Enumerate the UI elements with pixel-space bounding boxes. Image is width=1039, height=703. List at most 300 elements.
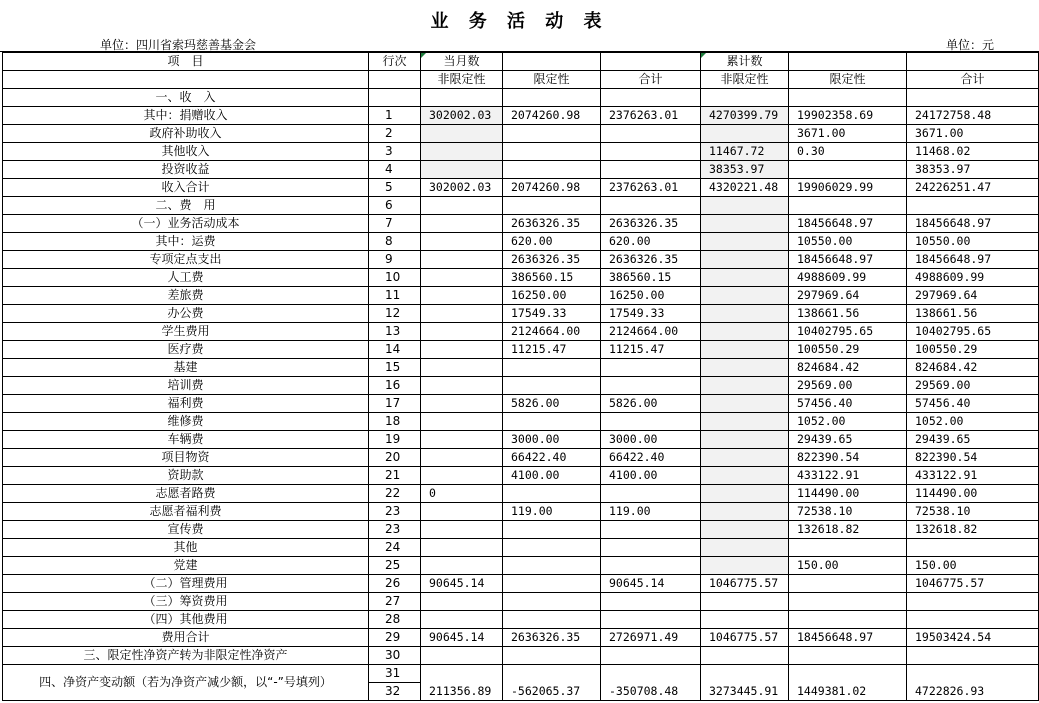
row-line-number[interactable]: 20	[369, 449, 421, 467]
row-value-cell[interactable]: 18456648.97	[789, 215, 907, 233]
row-item-name[interactable]: 医疗费	[3, 341, 369, 359]
net-asset-change-label[interactable]: 四、净资产变动额（若为净资产减少额，以“-”号填列）	[3, 665, 369, 701]
row-value-cell[interactable]	[421, 341, 503, 359]
row-value-cell[interactable]: 3671.00	[907, 125, 1039, 143]
row-value-cell[interactable]	[503, 485, 601, 503]
row-value-cell[interactable]	[421, 251, 503, 269]
row-value-cell[interactable]	[789, 647, 907, 665]
row-item-name[interactable]: 福利费	[3, 395, 369, 413]
row-value-cell[interactable]	[421, 323, 503, 341]
row-value-cell[interactable]	[601, 413, 701, 431]
net-asset-change-value[interactable]: 3273445.91	[701, 665, 789, 701]
row-item-name[interactable]: 资助款	[3, 467, 369, 485]
row-value-cell[interactable]: 824684.42	[789, 359, 907, 377]
row-value-cell[interactable]: 2376263.01	[601, 179, 701, 197]
row-value-cell[interactable]: 1052.00	[907, 413, 1039, 431]
row-value-cell[interactable]: 29569.00	[907, 377, 1039, 395]
row-value-cell[interactable]	[701, 395, 789, 413]
row-value-cell[interactable]	[503, 647, 601, 665]
row-value-cell[interactable]	[701, 647, 789, 665]
row-value-cell[interactable]	[503, 557, 601, 575]
row-value-cell[interactable]: 100550.29	[907, 341, 1039, 359]
row-value-cell[interactable]	[421, 593, 503, 611]
row-value-cell[interactable]	[601, 521, 701, 539]
row-value-cell[interactable]	[701, 557, 789, 575]
row-value-cell[interactable]	[701, 449, 789, 467]
row-value-cell[interactable]	[701, 89, 789, 107]
row-value-cell[interactable]	[503, 125, 601, 143]
row-value-cell[interactable]	[421, 503, 503, 521]
row-value-cell[interactable]	[421, 287, 503, 305]
row-value-cell[interactable]	[907, 89, 1039, 107]
row-value-cell[interactable]: 11467.72	[701, 143, 789, 161]
row-value-cell[interactable]: 0.30	[789, 143, 907, 161]
row-item-name[interactable]: 三、限定性净资产转为非限定性净资产	[3, 647, 369, 665]
row-line-number[interactable]: 7	[369, 215, 421, 233]
row-value-cell[interactable]	[601, 647, 701, 665]
row-line-number[interactable]: 30	[369, 647, 421, 665]
row-item-name[interactable]: 人工费	[3, 269, 369, 287]
header-blank-2[interactable]	[601, 53, 701, 71]
row-line-number[interactable]: 1	[369, 107, 421, 125]
row-item-name[interactable]: 政府补助收入	[3, 125, 369, 143]
row-value-cell[interactable]: 24226251.47	[907, 179, 1039, 197]
row-value-cell[interactable]	[503, 161, 601, 179]
row-value-cell[interactable]	[701, 251, 789, 269]
row-value-cell[interactable]: 302002.03	[421, 179, 503, 197]
net-asset-change-value[interactable]: 1449381.02	[789, 665, 907, 701]
header-current-month[interactable]	[421, 53, 503, 71]
row-value-cell[interactable]: 3000.00	[601, 431, 701, 449]
row-value-cell[interactable]: 4320221.48	[701, 179, 789, 197]
row-value-cell[interactable]	[503, 377, 601, 395]
table-row	[3, 629, 1039, 647]
row-value-cell[interactable]: 1046775.57	[701, 575, 789, 593]
row-line-number[interactable]: 12	[369, 305, 421, 323]
row-value-cell[interactable]: 2124664.00	[503, 323, 601, 341]
row-item-name[interactable]: 维修费	[3, 413, 369, 431]
row-item-name[interactable]: （三）筹资费用	[3, 593, 369, 611]
header-blank-4[interactable]	[907, 53, 1039, 71]
row-value-cell[interactable]	[421, 215, 503, 233]
header-cur-unrestricted[interactable]: 非限定性	[421, 71, 503, 89]
row-item-name[interactable]: 志愿者路费	[3, 485, 369, 503]
row-item-name[interactable]: 一、收 入	[3, 89, 369, 107]
row-value-cell[interactable]	[701, 593, 789, 611]
row-value-cell[interactable]: 150.00	[907, 557, 1039, 575]
row-value-cell[interactable]: 10550.00	[789, 233, 907, 251]
row-value-cell[interactable]	[789, 197, 907, 215]
row-value-cell[interactable]: 138661.56	[789, 305, 907, 323]
row-value-cell[interactable]: 2636326.35	[601, 215, 701, 233]
row-value-cell[interactable]: 297969.64	[907, 287, 1039, 305]
row-value-cell[interactable]: 2636326.35	[503, 251, 601, 269]
table-row	[3, 467, 1039, 485]
row-value-cell[interactable]: 119.00	[601, 503, 701, 521]
row-value-cell[interactable]: 24172758.48	[907, 107, 1039, 125]
row-value-cell[interactable]	[503, 143, 601, 161]
row-value-cell[interactable]	[701, 341, 789, 359]
row-value-cell[interactable]	[907, 593, 1039, 611]
row-value-cell[interactable]: 3000.00	[503, 431, 601, 449]
row-value-cell[interactable]: 297969.64	[789, 287, 907, 305]
row-value-cell[interactable]	[503, 575, 601, 593]
row-value-cell[interactable]: 2074260.98	[503, 107, 601, 125]
row-value-cell[interactable]: 822390.54	[789, 449, 907, 467]
row-value-cell[interactable]: 16250.00	[503, 287, 601, 305]
row-value-cell[interactable]	[601, 125, 701, 143]
row-value-cell[interactable]	[421, 305, 503, 323]
row-value-cell[interactable]	[701, 413, 789, 431]
row-value-cell[interactable]	[907, 611, 1039, 629]
header-cum-total[interactable]: 合计	[907, 71, 1039, 89]
row-value-cell[interactable]: 18456648.97	[907, 215, 1039, 233]
row-value-cell[interactable]: 10402795.65	[789, 323, 907, 341]
row-value-cell[interactable]	[503, 593, 601, 611]
row-value-cell[interactable]	[601, 89, 701, 107]
row-value-cell[interactable]: 1046775.57	[907, 575, 1039, 593]
row-value-cell[interactable]: 386560.15	[503, 269, 601, 287]
row-value-cell[interactable]: 72538.10	[907, 503, 1039, 521]
row-value-cell[interactable]: 3671.00	[789, 125, 907, 143]
row-value-cell[interactable]: 138661.56	[907, 305, 1039, 323]
row-item-name[interactable]: 二、费 用	[3, 197, 369, 215]
row-value-cell[interactable]: 2124664.00	[601, 323, 701, 341]
row-value-cell[interactable]: 10402795.65	[907, 323, 1039, 341]
row-value-cell[interactable]	[701, 233, 789, 251]
row-item-name[interactable]: 学生费用	[3, 323, 369, 341]
row-value-cell[interactable]	[701, 287, 789, 305]
row-item-name[interactable]: 基建	[3, 359, 369, 377]
row-value-cell[interactable]	[907, 539, 1039, 557]
table-row	[3, 485, 1039, 503]
header-cur-total[interactable]: 合计	[601, 71, 701, 89]
row-item-name[interactable]: 其中：运费	[3, 233, 369, 251]
row-line-number[interactable]	[369, 89, 421, 107]
row-value-cell[interactable]	[701, 323, 789, 341]
row-item-name[interactable]: （二）管理费用	[3, 575, 369, 593]
row-value-cell[interactable]: 1046775.57	[701, 629, 789, 647]
row-value-cell[interactable]	[421, 233, 503, 251]
row-value-cell[interactable]	[421, 557, 503, 575]
row-value-cell[interactable]	[503, 521, 601, 539]
row-item-name[interactable]: 办公费	[3, 305, 369, 323]
row-line-number[interactable]: 5	[369, 179, 421, 197]
row-value-cell[interactable]	[789, 611, 907, 629]
row-value-cell[interactable]: 4100.00	[503, 467, 601, 485]
row-value-cell[interactable]: 17549.33	[503, 305, 601, 323]
row-value-cell[interactable]: 4988609.99	[907, 269, 1039, 287]
row-item-name[interactable]: （一）业务活动成本	[3, 215, 369, 233]
net-asset-change-value[interactable]: -350708.48	[601, 665, 701, 701]
row-value-cell[interactable]	[421, 89, 503, 107]
row-value-cell[interactable]	[701, 269, 789, 287]
row-item-name[interactable]: 投资收益	[3, 161, 369, 179]
row-value-cell[interactable]	[601, 593, 701, 611]
row-value-cell[interactable]	[503, 197, 601, 215]
row-value-cell[interactable]	[421, 647, 503, 665]
row-item-name[interactable]: 项目物资	[3, 449, 369, 467]
row-value-cell[interactable]: 90645.14	[421, 629, 503, 647]
row-value-cell[interactable]: 100550.29	[789, 341, 907, 359]
row-value-cell[interactable]: 0	[421, 485, 503, 503]
row-value-cell[interactable]: 11215.47	[601, 341, 701, 359]
row-line-number[interactable]: 21	[369, 467, 421, 485]
row-line-number[interactable]: 23	[369, 503, 421, 521]
row-value-cell[interactable]	[421, 449, 503, 467]
row-value-cell[interactable]	[421, 611, 503, 629]
row-value-cell[interactable]: 4100.00	[601, 467, 701, 485]
row-value-cell[interactable]	[601, 485, 701, 503]
table-row	[3, 539, 1039, 557]
row-value-cell[interactable]: 620.00	[601, 233, 701, 251]
row-value-cell[interactable]: 11215.47	[503, 341, 601, 359]
row-value-cell[interactable]	[601, 557, 701, 575]
row-value-cell[interactable]	[701, 611, 789, 629]
table-row	[3, 269, 1039, 287]
table-row	[3, 179, 1039, 197]
header-blank-5[interactable]	[3, 71, 369, 89]
row-item-name[interactable]: 收入合计	[3, 179, 369, 197]
row-item-name[interactable]: 宣传费	[3, 521, 369, 539]
row-value-cell[interactable]: 2636326.35	[503, 215, 601, 233]
header-cumulative-label: 累计数	[726, 54, 763, 68]
table-row	[3, 503, 1039, 521]
row-value-cell[interactable]: 114490.00	[907, 485, 1039, 503]
row-value-cell[interactable]: 2074260.98	[503, 179, 601, 197]
row-line-number[interactable]: 31	[369, 665, 421, 683]
row-value-cell[interactable]	[701, 197, 789, 215]
row-value-cell[interactable]	[421, 125, 503, 143]
table-row	[3, 215, 1039, 233]
net-asset-change-value[interactable]: 4722826.93	[907, 665, 1039, 701]
row-value-cell[interactable]	[701, 305, 789, 323]
row-line-number[interactable]: 26	[369, 575, 421, 593]
row-value-cell[interactable]	[503, 611, 601, 629]
row-value-cell[interactable]	[421, 539, 503, 557]
row-value-cell[interactable]: 4270399.79	[701, 107, 789, 125]
row-line-number[interactable]: 16	[369, 377, 421, 395]
row-item-name[interactable]: 费用合计	[3, 629, 369, 647]
row-value-cell[interactable]: 18456648.97	[789, 251, 907, 269]
row-value-cell[interactable]: 5826.00	[601, 395, 701, 413]
row-value-cell[interactable]	[701, 485, 789, 503]
row-value-cell[interactable]: 150.00	[789, 557, 907, 575]
row-item-name[interactable]: 车辆费	[3, 431, 369, 449]
row-value-cell[interactable]: 18456648.97	[907, 251, 1039, 269]
header-blank-3[interactable]	[789, 53, 907, 71]
row-line-number[interactable]: 18	[369, 413, 421, 431]
row-value-cell[interactable]: 66422.40	[601, 449, 701, 467]
row-value-cell[interactable]	[701, 521, 789, 539]
row-value-cell[interactable]: 38353.97	[701, 161, 789, 179]
row-value-cell[interactable]	[601, 377, 701, 395]
row-value-cell[interactable]: 90645.14	[601, 575, 701, 593]
row-value-cell[interactable]	[701, 467, 789, 485]
row-value-cell[interactable]	[701, 431, 789, 449]
currency-unit-label: 单位：元	[946, 38, 995, 52]
net-asset-change-value[interactable]: -562065.37	[503, 665, 601, 701]
row-value-cell[interactable]: 114490.00	[789, 485, 907, 503]
row-value-cell[interactable]	[789, 539, 907, 557]
row-line-number[interactable]: 29	[369, 629, 421, 647]
row-value-cell[interactable]: 57456.40	[789, 395, 907, 413]
row-item-name[interactable]: 培训费	[3, 377, 369, 395]
net-asset-change-value[interactable]: 211356.89	[421, 665, 503, 701]
header-item[interactable]: 项 目	[3, 53, 369, 71]
row-line-number[interactable]: 9	[369, 251, 421, 269]
row-value-cell[interactable]: 72538.10	[789, 503, 907, 521]
row-value-cell[interactable]	[601, 539, 701, 557]
row-value-cell[interactable]: 90645.14	[421, 575, 503, 593]
header-cur-restricted[interactable]: 限定性	[503, 71, 601, 89]
header-cumulative[interactable]	[701, 53, 789, 71]
row-value-cell[interactable]	[701, 539, 789, 557]
row-value-cell[interactable]: 119.00	[503, 503, 601, 521]
row-value-cell[interactable]: 29439.65	[907, 431, 1039, 449]
table-row	[3, 323, 1039, 341]
row-value-cell[interactable]	[701, 125, 789, 143]
row-value-cell[interactable]	[421, 467, 503, 485]
row-line-number[interactable]: 25	[369, 557, 421, 575]
row-value-cell[interactable]	[421, 395, 503, 413]
row-value-cell[interactable]	[421, 143, 503, 161]
row-value-cell[interactable]: 2636326.35	[601, 251, 701, 269]
header-row-2	[3, 71, 1039, 89]
row-value-cell[interactable]	[701, 359, 789, 377]
row-line-number[interactable]: 2	[369, 125, 421, 143]
header-line[interactable]: 行次	[369, 53, 421, 71]
header-blank-1[interactable]	[503, 53, 601, 71]
row-value-cell[interactable]: 16250.00	[601, 287, 701, 305]
row-value-cell[interactable]	[421, 521, 503, 539]
row-value-cell[interactable]: 57456.40	[907, 395, 1039, 413]
header-cum-unrestricted[interactable]: 非限定性	[701, 71, 789, 89]
row-value-cell[interactable]	[503, 413, 601, 431]
row-value-cell[interactable]: 5826.00	[503, 395, 601, 413]
header-row-1	[3, 53, 1039, 71]
row-line-number[interactable]: 11	[369, 287, 421, 305]
row-value-cell[interactable]	[421, 161, 503, 179]
row-value-cell[interactable]: 386560.15	[601, 269, 701, 287]
row-line-number[interactable]: 17	[369, 395, 421, 413]
row-line-number[interactable]: 13	[369, 323, 421, 341]
row-value-cell[interactable]	[421, 431, 503, 449]
row-value-cell[interactable]	[421, 413, 503, 431]
row-value-cell[interactable]: 433122.91	[907, 467, 1039, 485]
row-value-cell[interactable]: 620.00	[503, 233, 601, 251]
row-line-number[interactable]: 8	[369, 233, 421, 251]
row-value-cell[interactable]: 132618.82	[907, 521, 1039, 539]
row-value-cell[interactable]	[503, 539, 601, 557]
row-line-number[interactable]: 32	[369, 683, 421, 701]
header-current-month-label: 当月数	[443, 54, 480, 68]
row-value-cell[interactable]	[701, 215, 789, 233]
row-line-number[interactable]: 3	[369, 143, 421, 161]
row-value-cell[interactable]	[601, 161, 701, 179]
row-value-cell[interactable]	[421, 197, 503, 215]
row-value-cell[interactable]	[789, 593, 907, 611]
row-value-cell[interactable]: 2636326.35	[503, 629, 601, 647]
row-value-cell[interactable]	[421, 377, 503, 395]
row-line-number[interactable]: 14	[369, 341, 421, 359]
row-item-name[interactable]: 其中：捐赠收入	[3, 107, 369, 125]
row-value-cell[interactable]	[907, 197, 1039, 215]
row-value-cell[interactable]: 2726971.49	[601, 629, 701, 647]
table-row	[3, 233, 1039, 251]
row-value-cell[interactable]: 10550.00	[907, 233, 1039, 251]
row-value-cell[interactable]	[421, 359, 503, 377]
row-line-number[interactable]: 27	[369, 593, 421, 611]
table-row	[3, 125, 1039, 143]
row-line-number[interactable]: 6	[369, 197, 421, 215]
row-value-cell[interactable]: 38353.97	[907, 161, 1039, 179]
row-item-name[interactable]: 其他收入	[3, 143, 369, 161]
row-value-cell[interactable]: 822390.54	[907, 449, 1039, 467]
row-value-cell[interactable]: 824684.42	[907, 359, 1039, 377]
row-value-cell[interactable]	[701, 377, 789, 395]
row-line-number[interactable]: 15	[369, 359, 421, 377]
row-value-cell[interactable]	[789, 89, 907, 107]
row-value-cell[interactable]	[907, 647, 1039, 665]
row-item-name[interactable]: 差旅费	[3, 287, 369, 305]
row-value-cell[interactable]: 29569.00	[789, 377, 907, 395]
row-value-cell[interactable]: 19902358.69	[789, 107, 907, 125]
row-value-cell[interactable]	[601, 197, 701, 215]
row-value-cell[interactable]: 18456648.97	[789, 629, 907, 647]
row-value-cell[interactable]	[789, 575, 907, 593]
table-row	[3, 377, 1039, 395]
row-line-number[interactable]: 23	[369, 521, 421, 539]
header-cum-restricted[interactable]: 限定性	[789, 71, 907, 89]
row-value-cell[interactable]	[421, 269, 503, 287]
header-blank-6[interactable]	[369, 71, 421, 89]
row-value-cell[interactable]	[601, 359, 701, 377]
row-value-cell[interactable]	[789, 161, 907, 179]
table-row	[3, 287, 1039, 305]
row-value-cell[interactable]: 302002.03	[421, 107, 503, 125]
row-value-cell[interactable]: 19906029.99	[789, 179, 907, 197]
table-row	[3, 161, 1039, 179]
row-value-cell[interactable]: 17549.33	[601, 305, 701, 323]
row-item-name[interactable]: 党建	[3, 557, 369, 575]
row-value-cell[interactable]: 1052.00	[789, 413, 907, 431]
row-value-cell[interactable]: 132618.82	[789, 521, 907, 539]
row-line-number[interactable]: 24	[369, 539, 421, 557]
row-value-cell[interactable]	[503, 359, 601, 377]
row-value-cell[interactable]	[701, 503, 789, 521]
row-value-cell[interactable]: 2376263.01	[601, 107, 701, 125]
row-value-cell[interactable]	[503, 89, 601, 107]
row-line-number[interactable]: 4	[369, 161, 421, 179]
row-value-cell[interactable]: 19503424.54	[907, 629, 1039, 647]
row-item-name[interactable]: 专项定点支出	[3, 251, 369, 269]
row-value-cell[interactable]	[601, 611, 701, 629]
row-value-cell[interactable]: 29439.65	[789, 431, 907, 449]
row-line-number[interactable]: 19	[369, 431, 421, 449]
row-value-cell[interactable]: 11468.02	[907, 143, 1039, 161]
row-value-cell[interactable]	[601, 143, 701, 161]
row-item-name[interactable]: （四）其他费用	[3, 611, 369, 629]
row-value-cell[interactable]: 4988609.99	[789, 269, 907, 287]
row-value-cell[interactable]: 66422.40	[503, 449, 601, 467]
row-line-number[interactable]: 22	[369, 485, 421, 503]
row-item-name[interactable]: 志愿者福利费	[3, 503, 369, 521]
row-line-number[interactable]: 10	[369, 269, 421, 287]
row-item-name[interactable]: 其他	[3, 539, 369, 557]
row-value-cell[interactable]: 433122.91	[789, 467, 907, 485]
row-line-number[interactable]: 28	[369, 611, 421, 629]
